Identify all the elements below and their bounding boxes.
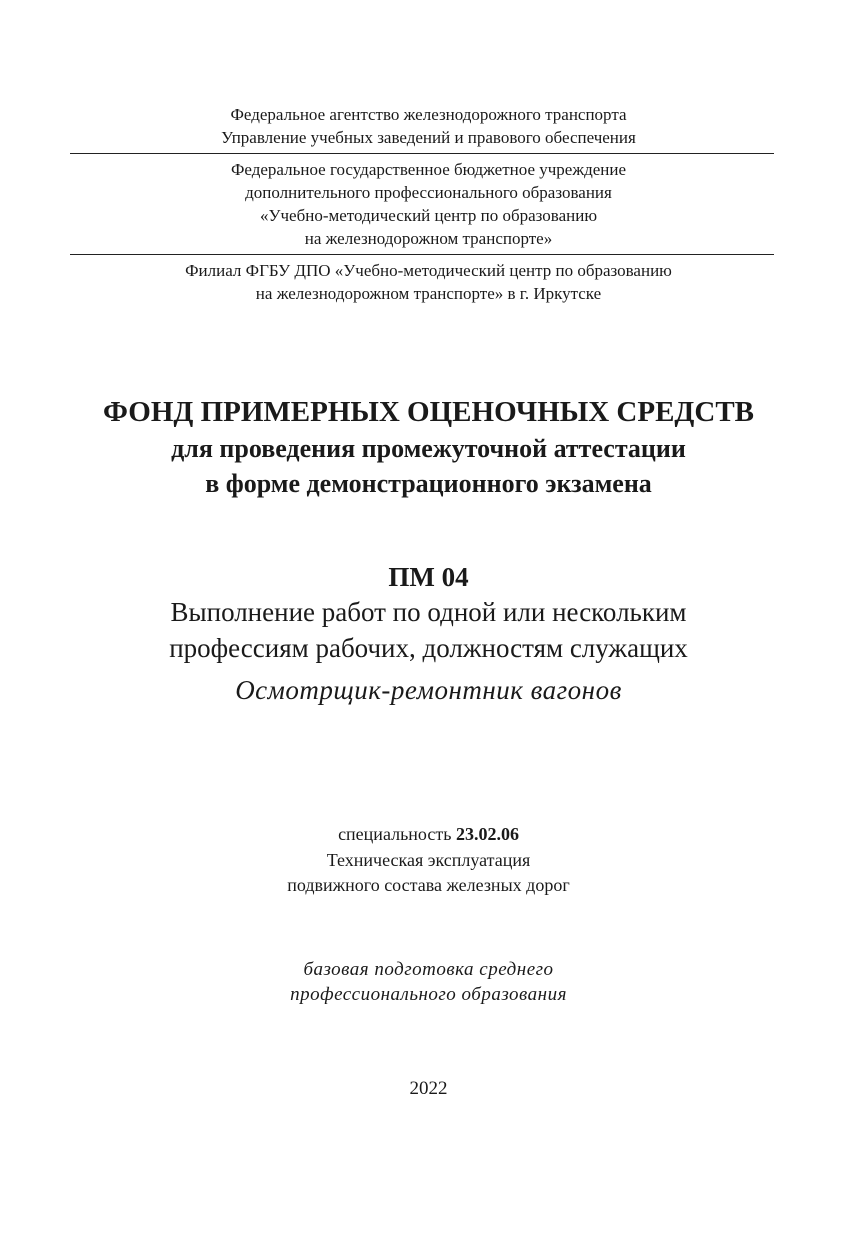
document-subtitle-line-1: для проведения промежуточной аттестации	[171, 434, 686, 463]
module-title-line-1: Выполнение работ по одной или нескольким	[170, 597, 687, 627]
publication-year: 2022	[409, 1078, 448, 1099]
module-title-line-2: профессиям рабочих, должностям служащих	[169, 633, 688, 663]
specialty-name-line-1: Техническая эксплуатация	[326, 850, 531, 870]
header-divider-1	[70, 153, 774, 154]
document-subtitle-line-2: в форме демонстрационного экзамена	[205, 469, 652, 498]
training-level-line-1: базовая подготовка среднего	[303, 959, 554, 980]
institution-line-3: «Учебно-методический центр по образованию	[259, 206, 598, 225]
document-title: ФОНД ПРИМЕРНЫХ ОЦЕНОЧНЫХ СРЕДСТВ	[103, 396, 754, 428]
agency-name-line-2: Управление учебных заведений и правового обеспечения	[221, 128, 636, 147]
institution-line-4: на железнодорожном транспорте»	[304, 229, 553, 248]
module-code: ПМ 04	[388, 562, 469, 592]
institution-line-2: дополнительного профессионального образования	[245, 183, 612, 202]
branch-line-2: на железнодорожном транспорте» в г. Иркутске	[255, 284, 602, 303]
profession-name: Осмотрщик-ремонтник вагонов	[235, 675, 622, 705]
branch-line-1: Филиал ФГБУ ДПО «Учебно-методический центр по образованию	[185, 261, 672, 280]
specialty-code: 23.02.06	[455, 824, 519, 844]
specialty-line	[0, 821, 857, 847]
training-level-line-2: профессионального образования	[290, 984, 567, 1005]
institution-line-1: Федеральное государственное бюджетное учреждение	[230, 160, 627, 179]
agency-name-line-1: Федеральное агентство железнодорожного транспорта	[230, 105, 627, 124]
specialty-name-line-2: подвижного состава железных дорог	[287, 875, 570, 895]
specialty-label: специальность	[338, 824, 452, 844]
header-divider-2	[70, 254, 774, 255]
